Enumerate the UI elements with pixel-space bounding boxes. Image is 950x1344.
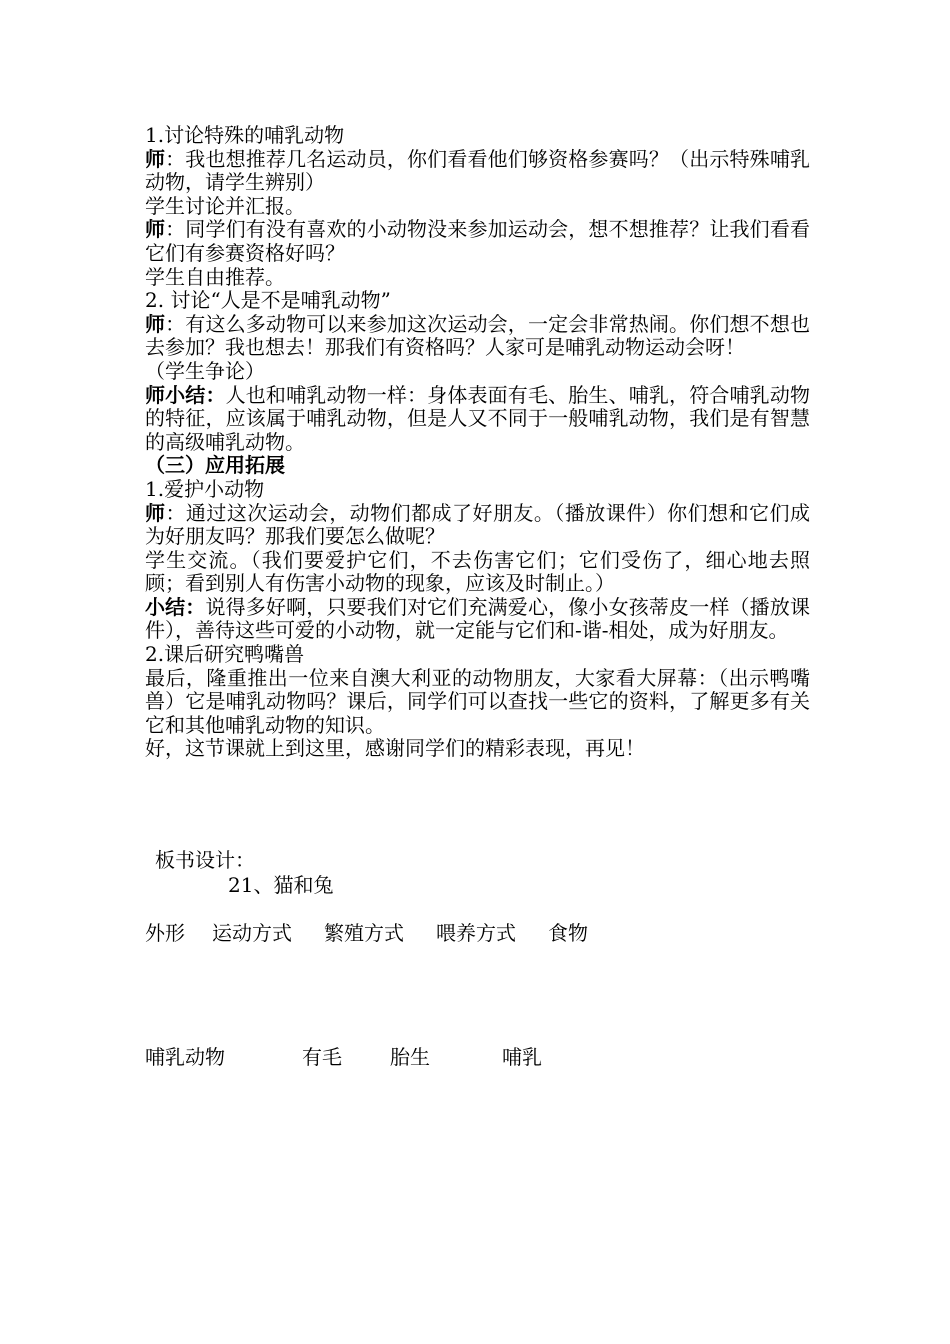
lesson-text [145, 124, 810, 761]
paragraph-text: （学生争论） [145, 358, 265, 383]
paragraph-text: 学生讨论并汇报。 [145, 193, 305, 218]
speaker-label: 师 [145, 217, 166, 242]
paragraph-text: 学生交流。（我们要爱护它们，不去伤害它们；它们受伤了，细心地去照顾；看到别人有伤害小动物的现象，应该及时制止。） [145, 547, 810, 596]
paragraph-text: ：我也想推荐几名运动员，你们看看他们够资格参赛吗？（出示特殊哺乳动物，请学生辨别） [145, 146, 810, 195]
paragraph-text: ：通过这次运动会，动物们都成了好朋友。（播放课件）你们想和它们成为好朋友吗？那我们要怎么做呢？ [145, 500, 810, 549]
paragraph-text: ：有这么多动物可以来参加这次运动会，一定会非常热闹。你们想不想也去参加？我也想去！那我们有资格吗？人家可是哺乳动物运动会呀！ [145, 311, 810, 360]
paragraph-5 [145, 266, 810, 290]
paragraph-3 [145, 195, 810, 219]
paragraph-16 [145, 667, 810, 738]
paragraph-text: 1.爱护小动物 [145, 476, 265, 501]
board-cell: 运动方式 [212, 921, 292, 945]
speaker-label: 师 [145, 311, 166, 336]
paragraph-8 [145, 360, 810, 384]
board-row-mammal [145, 1045, 542, 1165]
speaker-label: 师 [145, 146, 166, 171]
paragraph-text: 说得多好啊，只要我们对它们充满爱心，像小女孩蒂皮一样（播放课件），善待这些可爱的小动物，就一定能与它们和-谐-相处，成为好朋友。 [145, 594, 810, 643]
board-cell: 喂养方式 [436, 921, 516, 945]
paragraph-text: 人也和哺乳动物一样：身体表面有毛、胎生、哺乳，符合哺乳动物的特征，应该属于哺乳动物，但是人又不同于一般哺乳动物，我们是有智慧的高级哺乳动物。 [145, 382, 810, 454]
board-cell: 哺乳动物 [145, 1045, 225, 1069]
board-lesson-title: 21、猫和兔 [228, 873, 334, 897]
paragraph-text: 2.课后研究鸭嘴兽 [145, 642, 305, 667]
paragraph-4 [145, 218, 810, 265]
paragraph-text: 2. 讨论“人是不是哺乳动物” [145, 288, 391, 313]
paragraph-15 [145, 643, 810, 667]
paragraph-11 [145, 478, 810, 502]
paragraph-text: ：同学们有没有喜欢的小动物没来参加运动会，想不想推荐？让我们看看它们有参赛资格好吗？ [145, 217, 810, 265]
paragraph-text: 最后，隆重推出一位来自澳大利亚的动物朋友，大家看大屏幕：（出示鸭嘴兽）它是哺乳动物吗？课后，同学们可以查找一些它的资料，了解更多有关它和其他哺乳动物的知识。 [145, 665, 810, 737]
paragraph-13 [145, 549, 810, 596]
paragraph-17 [145, 737, 810, 761]
summary-label: 师小结： [145, 382, 226, 407]
paragraph-6 [145, 289, 810, 313]
board-cell: 繁殖方式 [324, 921, 404, 945]
board-cell: 有毛 [302, 1045, 342, 1069]
board-cell: 胎生 [390, 1045, 430, 1069]
board-cell: 哺乳 [502, 1045, 542, 1069]
board-design-title: 板书设计： [155, 848, 255, 872]
paragraph-9 [145, 384, 810, 455]
board-cell: 外形 [145, 921, 185, 945]
summary-label: 小结： [145, 594, 206, 619]
paragraph-text: 好，这节课就上到这里，感谢同学们的精彩表现，再见！ [145, 736, 645, 761]
section-title: （三）应用拓展 [145, 453, 285, 478]
paragraph-12 [145, 502, 810, 549]
paragraph-7 [145, 313, 810, 360]
section-heading [145, 454, 810, 478]
board-cell: 食物 [548, 921, 588, 945]
paragraph-1 [145, 124, 810, 148]
paragraph-14 [145, 596, 810, 643]
paragraph-text: 学生自由推荐。 [145, 264, 285, 289]
paragraph-2 [145, 148, 810, 195]
paragraph-text: 1.讨论特殊的哺乳动物 [145, 123, 345, 147]
speaker-label: 师 [145, 500, 166, 525]
